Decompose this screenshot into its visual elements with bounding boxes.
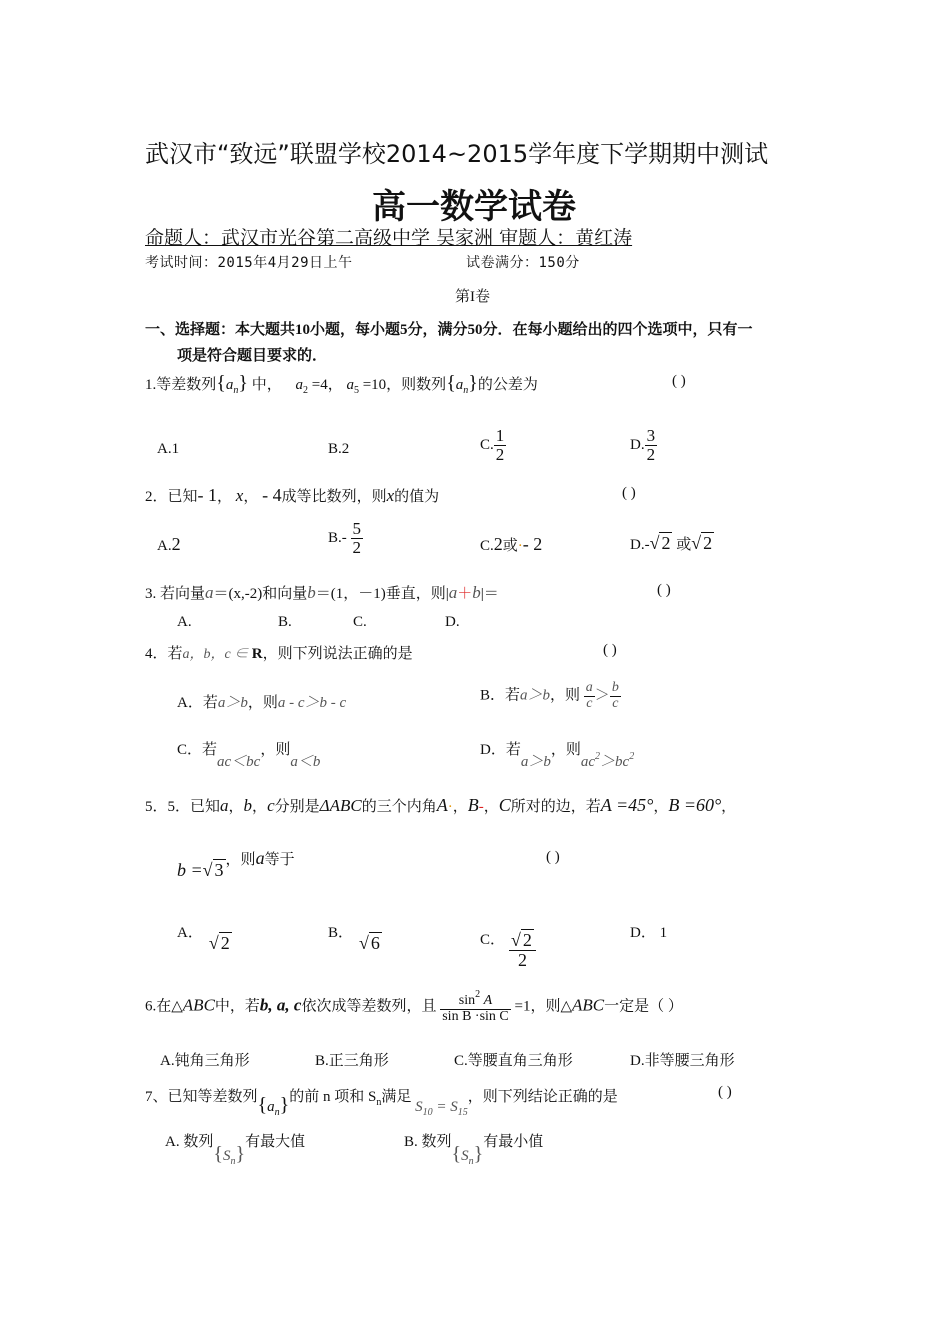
q1-option-d[interactable]: D. $\frac{3}{2}$ <box>630 426 656 464</box>
q2-option-d[interactable]: D.-√ 2 或√ 2 <box>630 533 713 553</box>
q4-option-a[interactable]: A．若a＞b，则a - c＞b - c <box>177 695 347 711</box>
main-title: 高一数学试卷 <box>372 187 576 227</box>
q6-option-b[interactable]: B.正三角形 <box>315 1053 389 1069</box>
question-1: 1.等差数列$\{a_n\}$ 中， $a_2 =4$， $a_5 =10$，则数列$\{a_n\}$的公差为 <box>145 372 538 396</box>
q3-option-b[interactable]: B. <box>278 614 292 630</box>
q4-option-d[interactable]: D．若a＞b，则$ac^2>bc^2$ <box>480 742 635 770</box>
q3-option-c[interactable]: C. <box>353 614 367 630</box>
q6-option-a[interactable]: A.钝角三角形 <box>160 1053 250 1069</box>
q4-option-c[interactable]: C．若ac＜bc，则a＜b <box>177 742 321 770</box>
q5-option-a[interactable]: A． √ 2 <box>177 925 230 953</box>
setter-line: 命题人：武汉市光谷第二高级中学 吴家洲 审题人：黄红涛 <box>145 227 633 249</box>
q7-paren: ( ) <box>718 1084 732 1100</box>
question-2: 2．已知- 1， x， - 4成等比数列，则x的值为 <box>145 485 440 505</box>
question-6: 6.在△ABC中，若b, a, c依次成等差数列，且 $\frac{\sin^2 A}{\text{sin B ·sin C}}$ =1，则△ABC一定是（ ） <box>145 989 683 1024</box>
q5-option-d[interactable]: D． 1 <box>630 925 668 941</box>
q5-paren: ( ) <box>546 849 560 865</box>
q4-paren: ( ) <box>603 642 617 658</box>
q7-option-a[interactable]: A. 数列$\{S_n\}$有最大值 <box>165 1134 306 1167</box>
q1-option-b[interactable]: B.2 <box>328 441 350 457</box>
question-7: 7、已知等差数列$\{a_n\}$的前 n 项和 $S_n$满足 $S_{10} = S_{15}$，则下列结论正确的是 <box>145 1089 618 1118</box>
question-5-line2: b =√ 3 ，则a等于 <box>177 848 295 880</box>
full-score: 试卷满分：150分 <box>466 255 580 271</box>
q6-option-d[interactable]: D.非等腰三角形 <box>630 1053 735 1069</box>
question-3: 3. 若向量a＝(x,-2)和向量b＝(1，－1)垂直，则|a＋b|＝ <box>145 583 499 602</box>
q1-option-c[interactable]: C. $\frac{1}{2}$ <box>480 426 505 464</box>
q1-paren: ( ) <box>672 373 686 389</box>
q2-paren: ( ) <box>622 485 636 501</box>
header-title-line: 武汉市“致远”联盟学校2014~2015学年度下学期期中测试 <box>145 140 769 168</box>
q3-option-a[interactable]: A. <box>177 614 192 630</box>
q3-paren: ( ) <box>657 582 671 598</box>
q7-option-b[interactable]: B. 数列$\{S_n\}$有最小值 <box>404 1134 544 1167</box>
q4-option-b[interactable]: B．若a＞b，则 $\frac{a}{c}$ ＞ $\frac{b}{c}$ <box>480 680 619 711</box>
q5-option-c[interactable]: C． $\frac{√ 2}{2}$ <box>480 921 536 960</box>
q2-option-a[interactable]: A.2 <box>157 534 181 554</box>
section-heading-line2: 项是符合题目要求的． <box>177 348 328 364</box>
q6-option-c[interactable]: C.等腰直角三角形 <box>454 1053 573 1069</box>
q2-option-b[interactable]: B.- $\frac{5}{2}$ <box>328 519 362 557</box>
q2-option-c[interactable]: C.2或·- 2 <box>480 534 543 554</box>
question-5: 5．5．已知a，b，c分别是ΔABC的三个内角A·，B-，C所对的边，若A =45°，B =60°， <box>145 795 737 815</box>
q5-option-b[interactable]: B． √ 6 <box>328 925 380 953</box>
q1-option-a[interactable]: A.1 <box>157 441 180 457</box>
exam-time: 考试时间：2015年4月29日上午 <box>145 255 353 271</box>
volume-label: 第I卷 <box>455 289 490 305</box>
question-4: 4．若a，b，c ∈ R，则下列说法正确的是 <box>145 646 413 662</box>
section-heading-line1: 一、选择题：本大题共10小题，每小题5分，满分50分．在每小题给出的四个选项中，只有一 <box>145 322 753 338</box>
q3-option-d[interactable]: D. <box>445 614 460 630</box>
